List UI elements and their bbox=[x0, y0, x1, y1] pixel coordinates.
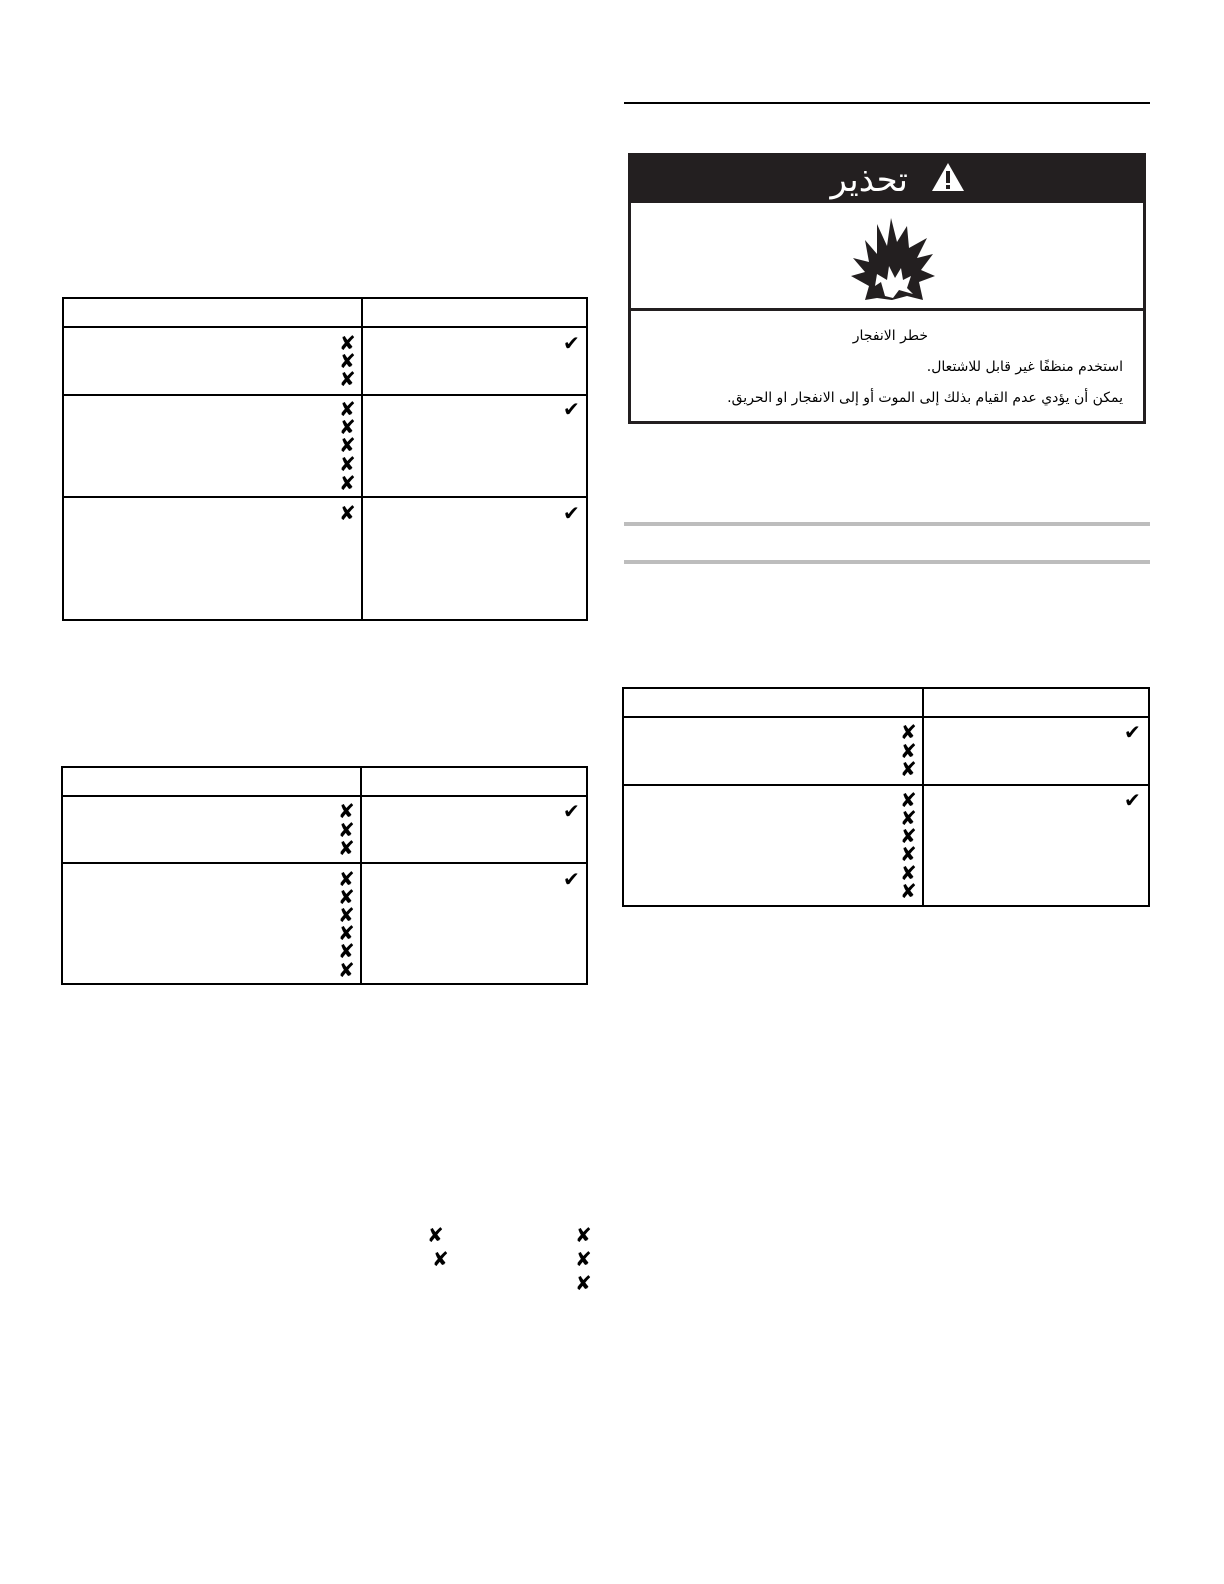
table-1 bbox=[62, 297, 588, 621]
cross-mark: ✘ bbox=[339, 433, 356, 457]
cross-mark: ✘ bbox=[338, 818, 355, 842]
warning-header bbox=[631, 156, 1143, 203]
cross-mark: ✘ bbox=[338, 867, 355, 891]
cross-mark: ✘ bbox=[900, 824, 917, 848]
cross-mark: ✘ bbox=[339, 471, 356, 495]
warning-box bbox=[628, 153, 1146, 424]
explosion-icon bbox=[847, 216, 937, 302]
cross-mark: ✘ bbox=[427, 1223, 444, 1247]
check-mark: ✔ bbox=[563, 867, 580, 891]
cross-mark: ✘ bbox=[900, 720, 917, 744]
check-mark: ✔ bbox=[563, 331, 580, 355]
check-mark: ✔ bbox=[563, 397, 580, 421]
cross-mark: ✘ bbox=[900, 879, 917, 903]
cross-mark: ✘ bbox=[339, 415, 356, 439]
gray-divider-2 bbox=[624, 560, 1150, 564]
table-3 bbox=[622, 687, 1150, 907]
warning-line-2: يمكن أن يؤدي عدم القيام بذلك إلى الموت أو إلى الانفجار او الحريق. bbox=[727, 390, 1123, 406]
cross-mark: ✘ bbox=[338, 958, 355, 982]
check-mark: ✔ bbox=[1124, 720, 1141, 744]
cross-mark: ✘ bbox=[339, 397, 356, 421]
cross-mark: ✘ bbox=[338, 799, 355, 823]
warning-symbol-area bbox=[631, 203, 1143, 311]
cross-mark: ✘ bbox=[900, 806, 917, 830]
check-mark: ✔ bbox=[563, 501, 580, 525]
check-mark: ✔ bbox=[1124, 788, 1141, 812]
cross-mark: ✘ bbox=[338, 921, 355, 945]
table-2 bbox=[61, 766, 588, 985]
warning-triangle-icon bbox=[931, 162, 965, 192]
cross-mark: ✘ bbox=[339, 367, 356, 391]
top-rule bbox=[624, 102, 1150, 104]
warning-title: تحذير bbox=[830, 160, 908, 200]
cross-mark: ✘ bbox=[900, 788, 917, 812]
cross-mark: ✘ bbox=[432, 1247, 449, 1271]
cross-mark: ✘ bbox=[339, 349, 356, 373]
cross-mark: ✘ bbox=[575, 1271, 592, 1295]
check-mark: ✔ bbox=[563, 799, 580, 823]
cross-mark: ✘ bbox=[338, 885, 355, 909]
cross-mark: ✘ bbox=[575, 1223, 592, 1247]
cross-mark: ✘ bbox=[575, 1247, 592, 1271]
cross-mark: ✘ bbox=[338, 903, 355, 927]
warning-hazard-text: خطر الانفجار bbox=[852, 328, 928, 344]
cross-mark: ✘ bbox=[339, 331, 356, 355]
cross-mark: ✘ bbox=[900, 842, 917, 866]
cross-mark: ✘ bbox=[900, 739, 917, 763]
cross-mark: ✘ bbox=[339, 501, 356, 525]
warning-line-1: استخدم منظفًا غير قابل للاشتعال. bbox=[926, 359, 1123, 375]
cross-mark: ✘ bbox=[339, 452, 356, 476]
cross-mark: ✘ bbox=[338, 836, 355, 860]
gray-divider-1 bbox=[624, 522, 1150, 526]
cross-mark: ✘ bbox=[900, 757, 917, 781]
cross-mark: ✘ bbox=[900, 861, 917, 885]
cross-mark: ✘ bbox=[338, 939, 355, 963]
